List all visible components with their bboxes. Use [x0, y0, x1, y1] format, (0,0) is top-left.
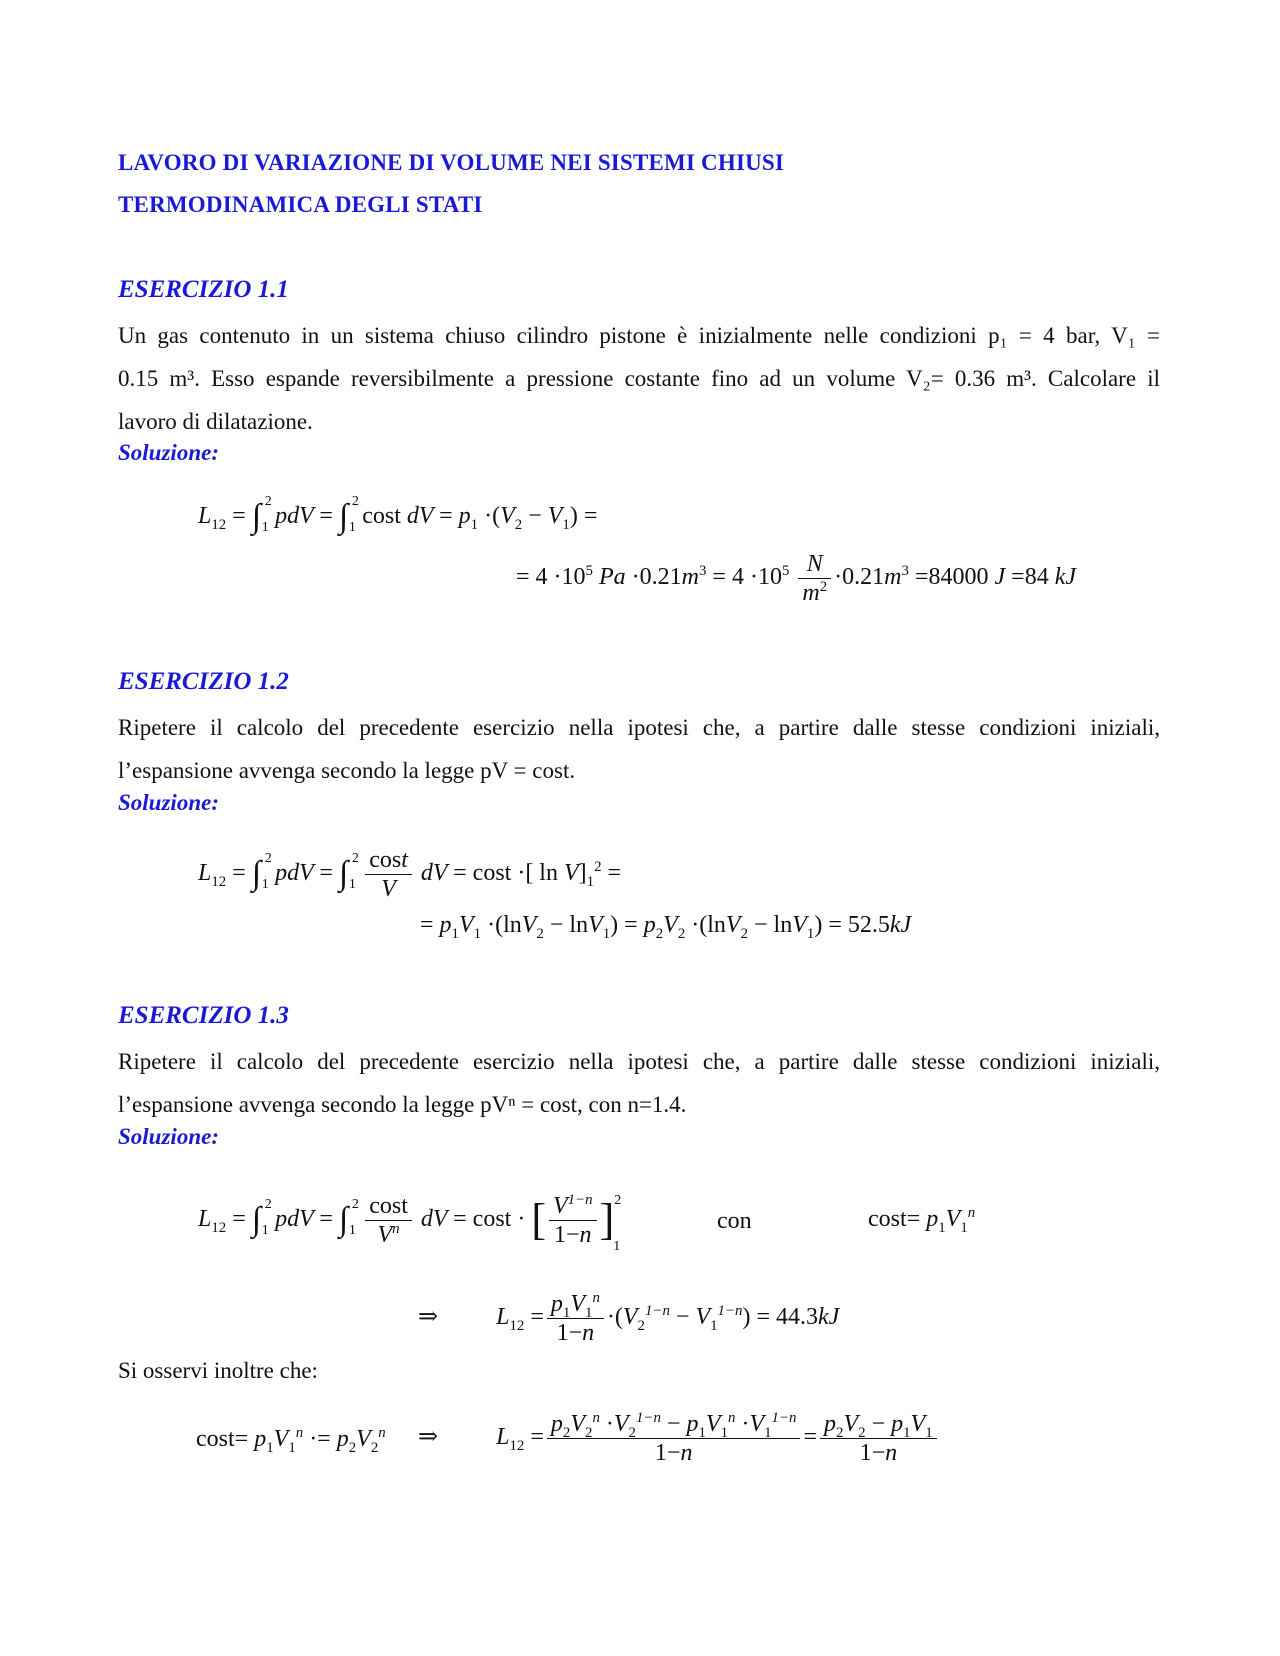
exercise-text-line: Ripetere il calcolo del precedente esercizio nella ipotesi che, a partire dalle stesse condizioni iniziali,: [118, 1049, 1160, 1074]
equation-1-2-line1: $L_{12}$ = ∫ 2 1 pdV = ∫ 2 1 $\frac{\cos t}{V}$ dV = cost ·[ $\ln V]_1^2$ =: [198, 847, 622, 902]
equation-1-3-line3-left: $\cos t= p_1V_1^n \cdot= p_2V_2^n$: [196, 1425, 386, 1456]
equation-1-3-line3-right: ⇒ $L_{12}$ = $\frac{p_2V_2^n \cdot V_2^{1-n} - p_1V_1^n \cdot V_1^{1-n}}{1-n}$ = $\frac{p_2V_2 - p_1V_1}{1-n}$: [418, 1410, 940, 1467]
con-label: con: [717, 1208, 752, 1234]
exercise-heading: ESERCIZIO 1.2: [118, 668, 289, 695]
solution-label: Soluzione:: [118, 790, 219, 815]
cost-definition: $\cos t= p_1V_1^n$: [868, 1205, 976, 1236]
exercise-text-line: Ripetere il calcolo del precedente esercizio nella ipotesi che, a partire dalle stesse condizioni iniziali,: [118, 715, 1160, 740]
document-title-line1: LAVORO DI VARIAZIONE DI VOLUME NEI SISTEMI CHIUSI: [118, 150, 785, 175]
equation-1-3-line2: ⇒ $L_{12}$ = $\frac{p_1V_1^n}{1-n}$ $\cdot(V_2^{1-n} - V_1^{1-n}) = 44.3kJ$: [418, 1290, 840, 1346]
exercise-text: [118, 314, 1160, 443]
exercise-heading: ESERCIZIO 1.3: [118, 1002, 289, 1029]
exercise-text-line: Un gas contenuto in un sistema chiuso cilindro pistone è inizialmente nelle condizioni p₁ = 4 bar, V₁ =: [118, 323, 1160, 348]
exercise-text: [118, 1040, 1160, 1126]
document-title-line2: TERMODINAMICA DEGLI STATI: [118, 192, 483, 217]
exercise-text-line: lavoro di dilatazione.: [118, 409, 313, 434]
exercise-text-line: l’espansione avvenga secondo la legge pV = cost.: [118, 758, 576, 783]
equation-1-1-line1: $L_{12}$ = ∫ 2 1 pdV = ∫ 2 1 cost dV = $p_1 \cdot(V_2 - V_1)$ =: [198, 494, 598, 535]
solution-label: Soluzione:: [118, 440, 219, 465]
exercise-text: [118, 706, 1160, 792]
equation-1-3-line1: $L_{12}$ = ∫ 2 1 pdV = ∫ 2 1 $\frac{\cos t}{V^n}$ dV = cost · [ $\frac{V^{1-n}}{1-n}$ ]$^2_1$: [198, 1192, 622, 1255]
exercise-heading: ESERCIZIO 1.1: [118, 276, 289, 303]
exercise-text-line: 0.15 m³. Esso espande reversibilmente a pressione costante fino ad un volume V₂= 0.36 m³. Calcolare il: [118, 366, 1160, 391]
note-text: Si osservi inoltre che:: [118, 1358, 318, 1383]
exercise-text-line: l’espansione avvenga secondo la legge pVⁿ = cost, con n=1.4.: [118, 1092, 687, 1117]
equation-1-1-line2: = $4 \cdot 10^5$ $Pa \cdot 0.21m^3 = 4 \cdot 10^5$ $\frac{N}{m^2}$ $\cdot 0.21m^3 =84000$ J =84 kJ: [516, 551, 1077, 606]
solution-label: Soluzione:: [118, 1124, 219, 1149]
equation-1-2-line2: = $p_1V_1 \cdot(\ln V_2 - \ln V_1) = p_2V_2 \cdot(\ln V_2 - \ln V_1) = 52.5kJ$: [420, 912, 912, 942]
